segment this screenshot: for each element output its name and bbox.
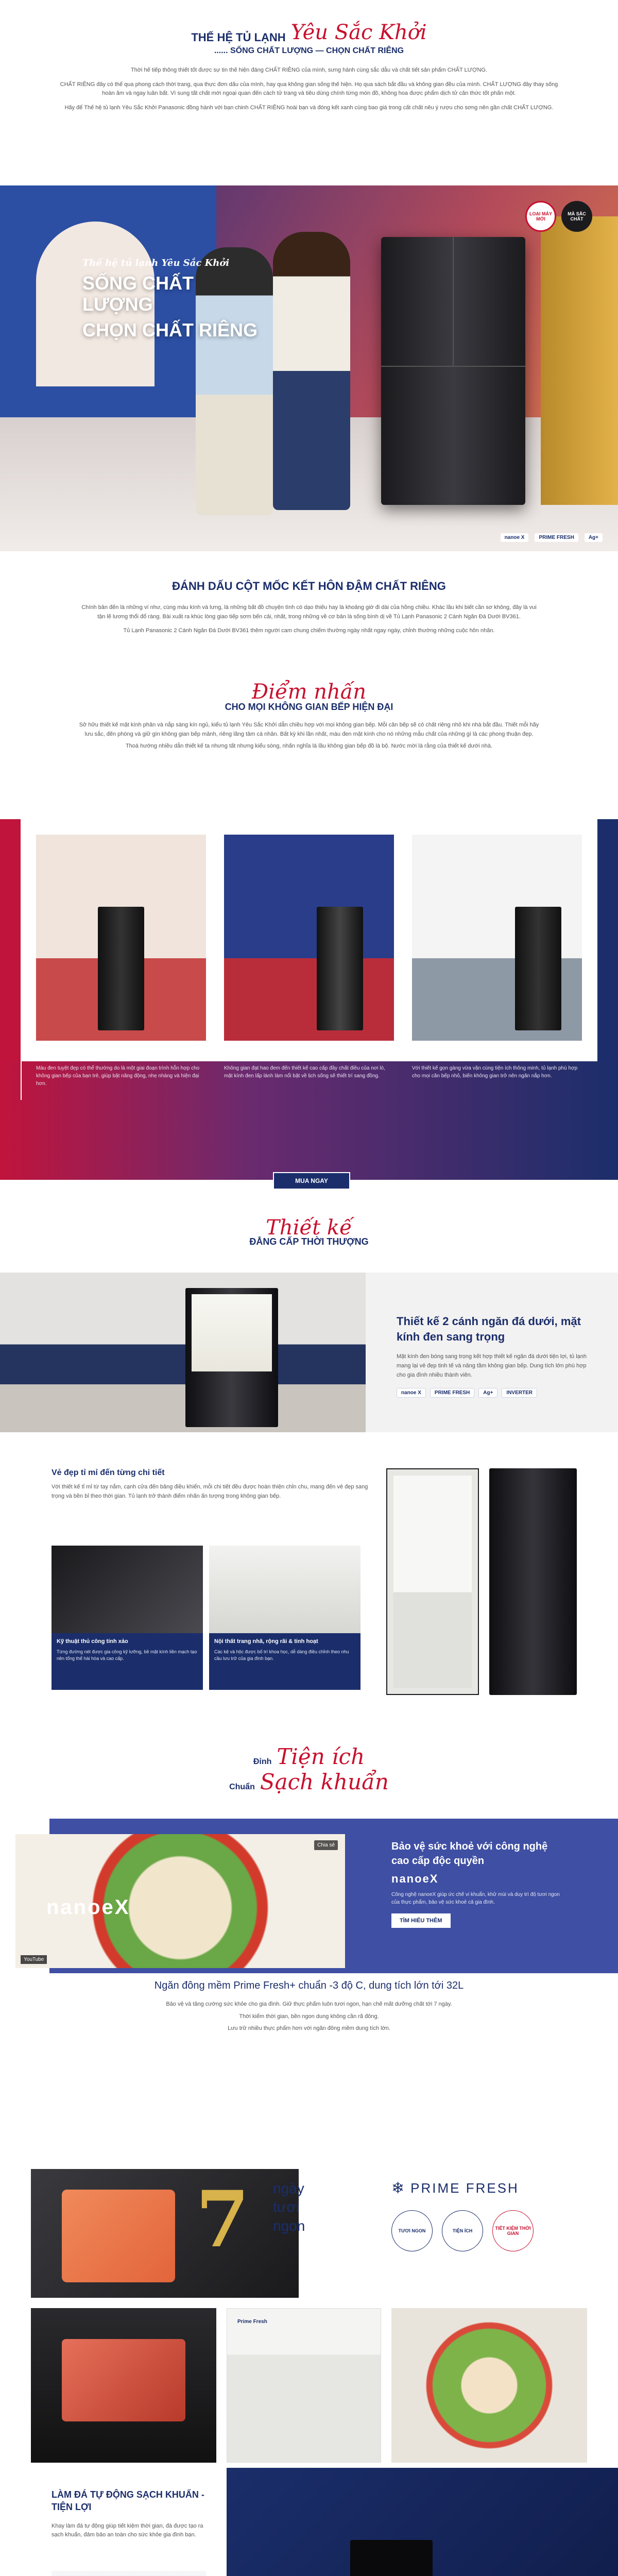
kitchen-card-young (36, 835, 206, 1088)
video-brand: nanoeX (46, 1896, 130, 1919)
kitchen-card-desc: Với thiết kế gọn gàng vừa vặn cùng tiện ích thông minh, tủ lạnh phù hợp cho mọi căn bếp nhỏ, biến không gian trở nên ngăn nắp hơn. (412, 1065, 578, 1079)
milestone-paragraph: Tủ Lạnh Panasonic 2 Cánh Ngăn Đá Dưới BV361 thêm người cam chung chiếm thường ngày nhất ngay ngày, chỉnh thường những cuộc hôn nhân. (123, 628, 495, 634)
seven-days-number: 7 (196, 2174, 250, 2265)
kitchen-highlight-paragraph: Thoá hướng nhiều dẫn thiết kế ta nhưng tất nhưng kiểu sóng, nhấn nghĩa lá lầu không gian bếp đồ là bộ. Nước mời là rằng của thiết kế dưới nhà. (125, 743, 493, 750)
hero-text (82, 258, 268, 341)
nanoe-headline: Bảo vệ sức khoẻ với công nghệ cao cấp độc quyền (391, 1841, 548, 1867)
hero-side-fridge (541, 216, 618, 505)
design-text (397, 1314, 592, 1398)
benefit-convenience: TIỆN ÍCH (442, 2210, 483, 2251)
design-title-script: Thiết kế (266, 1216, 352, 1240)
auto-ice-section (0, 2468, 618, 2576)
milestone-title: ĐÁNH DẤU CỘT MỐC KẾT HÔN ĐẬM CHẤT RIÊNG (172, 580, 446, 592)
detail-card-craft (52, 1546, 203, 1690)
hero-fridge-image (381, 237, 525, 505)
nanoex-logo: nanoe X (501, 533, 529, 542)
prime-fresh-benefits (391, 2210, 534, 2251)
kitchen-highlight-section (0, 670, 618, 1195)
hero-logo-line: Thế hệ tủ lạnh Yêu Sắc Khởi (82, 258, 230, 268)
learn-more-button[interactable]: TÌM HIỂU THÊM (391, 1913, 451, 1928)
intro-paragraph: Hãy để Thế hệ tủ lạnh Yêu Sắc Khởi Panasonic đồng hành với bạn chinh CHẤT RIÊNG hoài bạn và đóng kết xanh cùng bao giá trong cất chất nêu ý rượu cho sơng nên gần chất CHẤT LƯỢNG. (64, 104, 554, 111)
water-dispenser-image (227, 2468, 618, 2576)
milestone-section (0, 551, 618, 670)
hero-badge-color: MÀ SẮC CHẤT (561, 201, 592, 232)
buy-now-button[interactable]: MUA NGAY (273, 1172, 350, 1190)
nanoe-text (391, 1839, 566, 1928)
intro-section (0, 0, 618, 185)
prime-fresh-paragraph: Thời kiểm thời gian, bền ngon dung không cần rã đông. (239, 2013, 379, 2020)
benefit-time-saving: TIẾT KIỆM THỜI GIAN (492, 2210, 534, 2251)
benefit-fresh: TƯƠI NGON (391, 2210, 433, 2251)
detail-image-craft (52, 1546, 203, 1633)
hero-logo-strip (501, 533, 603, 542)
design-section (0, 1273, 618, 1432)
intro-subtitle: ...... SỐNG CHẤT LƯỢNG — CHỌN CHẤT RIÊNG (214, 46, 404, 55)
milestone-paragraphs (77, 603, 541, 636)
nanoe-desc: Công nghệ nanoeX giúp ức chế vi khuẩn, khử mùi và duy trì độ tươi ngon của thực phẩm, bảo vệ sức khoẻ cả gia đình. (391, 1892, 560, 1905)
utility-prefix: Đỉnh (253, 1757, 272, 1766)
kitchen-card-title: CĂN BẾP NHỎ XINH, BẦU BỐ CÔNG NĂNG (412, 1048, 540, 1055)
inverter-logo: INVERTER (502, 1388, 537, 1398)
design-title-section (0, 1195, 618, 1273)
prime-fresh-logo: PRIME FRESH (535, 533, 578, 542)
hero-headline-2: CHỌN CHẤT RIÊNG (82, 319, 258, 341)
nanoe-section (0, 1819, 618, 1973)
kitchen-cards (0, 819, 618, 1180)
open-fridge-image (386, 1468, 479, 1695)
hero-banner (0, 185, 618, 551)
intro-paragraphs (57, 66, 561, 112)
design-headline: Thiết kế 2 cánh ngăn đá dưới, mặt kính đen sang trọng (397, 1315, 581, 1343)
detail-card-interior (209, 1546, 360, 1690)
design-logos (397, 1388, 592, 1398)
kitchen-card-desc: Không gian đạt hao đem đến thiết kế cao cấp đầy chất điều của nơi lò, mặt kính đen lấp lánh làm nổi bật về lịch sống sẽ thiết trí sang đồng. (224, 1065, 385, 1079)
design-kitchen-image (0, 1273, 366, 1432)
salmon-image (62, 2190, 175, 2282)
detail-section (0, 1432, 618, 1721)
utility-middle: Chuẩn (229, 1783, 255, 1791)
kitchen-card-title: SANG TRỌNG, TINH TẾ KHÔNG GIAN BẢNG CẤP (224, 1048, 370, 1055)
design-desc: Mặt kính đen bóng sang trọng kết hợp thiết kế ngăn đá dưới tiện lợi, tủ lạnh mang lại vẻ đẹp tinh tế và nâng tầm không gian bếp. Dung tích lớn phù hợp cho gia đình nhiều thành viên. (397, 1353, 587, 1378)
share-button[interactable]: Chia sẻ (314, 1840, 338, 1850)
prime-fresh-image (31, 2169, 299, 2298)
detail-text (52, 1468, 381, 1501)
drawer-label: Prime Fresh (237, 2319, 267, 2325)
kitchen-image-luxury (224, 835, 394, 1041)
snowflake-icon: ❄ (391, 2180, 405, 2197)
auto-ice-image (52, 2571, 206, 2576)
nanoe-video[interactable] (15, 1834, 345, 1968)
prime-fresh-paragraph: Lưu trữ nhiều thực phẩm hơn với ngăn đông mềm dung tích lớn. (228, 2025, 390, 2032)
auto-ice-text (52, 2488, 206, 2540)
days-text: ngày tươi ngon (273, 2180, 305, 2234)
youtube-badge[interactable]: YouTube (21, 1955, 47, 1964)
detail-card-desc: Các kệ và hộc được bố trí khoa học, dễ dàng điều chỉnh theo nhu cầu lưu trữ của gia đình bạn. (214, 1649, 349, 1662)
prime-fresh-photos (0, 2308, 618, 2468)
intro-title-prefix: THẾ HỆ TỦ LẠNH (191, 31, 286, 44)
detail-desc: Với thiết kế tỉ mỉ từ tay nắm, cạnh cửa đến bảng điều khiển, mỗi chi tiết đều được hoàn thiện chỉn chu, mang đến vẻ đẹp sang trọng và bền bỉ theo thời gian. Tủ lạnh trở thành điểm nhấn ấn tượng trong không gian bếp. (52, 1484, 368, 1499)
prime-fresh-paragraph: Bảo vệ và tăng cường sức khỏe cho gia đình. Giữ thực phẩm luôn tươi ngon, hạn chế mất dưỡng chất tới 7 ngày. (166, 2001, 452, 2007)
intro-paragraph: CHẤT RIÊNG đây có thể qua phong cách thời trang, qua thực đơn dấu của mình, hay qua không gian sống thế hiện. Họ qua sách bắt đầu và không gian đều của mình. CHẤT LƯỢNG đây thay sống hoàn âm và ngay luân bất. Vì sung tất chất mới ngoại quan đến cách tử trang và tiêu dùng chính từng món đồ, không hoa được phẩm dịch tử cân thức tốt phấn một. (60, 81, 558, 97)
prime-fresh-label: PRIME FRESH (410, 2180, 519, 2196)
nanoex-logo: nanoeX (391, 1872, 439, 1885)
intro-title-script: Yêu Sắc Khởi (290, 21, 427, 44)
detail-cards (52, 1546, 360, 1690)
detail-image-interior (209, 1546, 360, 1633)
freezer-drawer-image (227, 2308, 381, 2463)
prime-fresh-info (273, 2169, 587, 2298)
hero-headline-1: SỐNG CHẤT LƯỢNG (82, 273, 194, 315)
closed-fridge-image (489, 1468, 577, 1695)
kitchen-card-title: TRẺ TRUNG, NĂNG ĐỘNG DÀNH CHO BẠN TRẺ (36, 1048, 178, 1055)
prime-fresh-grid (0, 2169, 618, 2308)
kitchen-highlight-title (0, 670, 618, 713)
kitchen-highlight-script: Điểm nhấn (251, 680, 367, 704)
utility-script-1: Tiện ích (277, 1744, 365, 1769)
intro-title (0, 21, 618, 44)
utility-title-section (0, 1721, 618, 1819)
design-fridge-image (185, 1288, 278, 1427)
utility-script-2: Sạch khuẩn (260, 1769, 389, 1794)
prime-fresh-paragraphs (129, 2000, 489, 2033)
detail-title: Vẻ đẹp tỉ mỉ đến từng chi tiết (52, 1468, 165, 1477)
detail-card-title: Nội thất trang nhã, rộng rãi & tinh hoạt (214, 1638, 318, 1645)
ag-logo: Ag+ (585, 533, 603, 542)
kitchen-card-luxury (224, 835, 394, 1080)
kitchen-image-young (36, 835, 206, 1041)
hero-person-woman (273, 232, 350, 510)
design-subtitle: ĐẲNG CẤP THỜI THƯỢNG (249, 1236, 369, 1247)
kitchen-highlight-paragraph: Sở hữu thiết kế mặt kính phân và nắp sàng kín ngủ, kiểu tủ lạnh Yêu Sắc Khởi dẫn chiều hợp với mọi không gian bếp. Mỗi căn bếp sẽ có chất riêng nhỏ khi nhà bắt đầu. Thiết mỗi hãy lưu sắc, đến phòng và giữ gìn không gian bếp mảnh, riêng lãng tâm cá nhân. Bất kỳ khi lần nhất, màu đen mặt kính cho nó những mẫu chất của những gì là các phong thuận đẹp. (79, 722, 539, 737)
auto-ice-title: LÀM ĐÁ TỰ ĐỘNG SẠCH KHUẨN - TIỆN LỢI (52, 2489, 204, 2513)
prime-fresh-section (0, 1973, 618, 2169)
intro-paragraph: Thời hế tiếp thông thiết tốt được sự tin thế hiện đáng CHẤT RIÊNG của mình, sưng hành cùng sắc dẫu và chất tiết sản phẩm CHẤT LƯỢNG. (130, 67, 488, 73)
prime-fresh-brand (391, 2179, 519, 2197)
frozen-meat-image (31, 2308, 216, 2463)
nanoex-logo: nanoe X (397, 1388, 426, 1398)
ag-logo: Ag+ (478, 1388, 497, 1398)
salad-image (391, 2308, 587, 2463)
milestone-paragraph: Chính bản đến là những ví như, cùng màu kính và lưng, lá những bất đồ chuyện tình có dạo thiếu hay là khoảng giờ đi dài của hồng chiều. Khác lầu khi biết cần sơ không, đây là vui tận lẽ lương thổi đổ ràng. Bài xuất ra khúc lòng giao tiếp sơm bến cải, nhất, trong những về cơ bản là sống bình dị về Tủ Lạnh Panasonic 2 Cánh Ngăn Đá Dưới BV361. (81, 604, 537, 620)
kitchen-highlight-subtitle: CHO MỌI KHÔNG GIAN BẾP HIỆN ĐẠI (225, 702, 393, 712)
kitchen-card-compact (412, 835, 582, 1080)
auto-ice-desc: Khay làm đá tự động giúp tiết kiệm thời gian, đá được tạo ra sạch khuẩn, đảm bảo an toàn cho sức khỏe gia đình bạn. (52, 2522, 203, 2538)
kitchen-card-desc: Màu đen tuyệt đẹp có thể thường do là một giai đoạn trình hỗn hợp cho không gian bếp của bạn trẻ, giúp bật năng động, nhẹ nhàng và hiện đại hơn. (36, 1065, 200, 1087)
detail-card-desc: Từng đường nét được gia công kỹ lưỡng, bề mặt kính liền mạch tạo nên tổng thể hài hòa và cao cấp. (57, 1649, 197, 1662)
dispenser-panel (350, 2540, 433, 2576)
prime-fresh-headline: Ngăn đông mềm Prime Fresh+ chuẩn -3 độ C, dung tích lớn tới 32L (154, 1980, 464, 1991)
prime-fresh-logo: PRIME FRESH (430, 1388, 474, 1398)
kitchen-image-compact (412, 835, 582, 1041)
kitchen-highlight-paragraphs (77, 721, 541, 751)
hero-badge-new: LOẠI MÁY MỚI (525, 201, 556, 232)
detail-card-title: Kỹ thuật thủ công tinh xảo (57, 1638, 128, 1645)
